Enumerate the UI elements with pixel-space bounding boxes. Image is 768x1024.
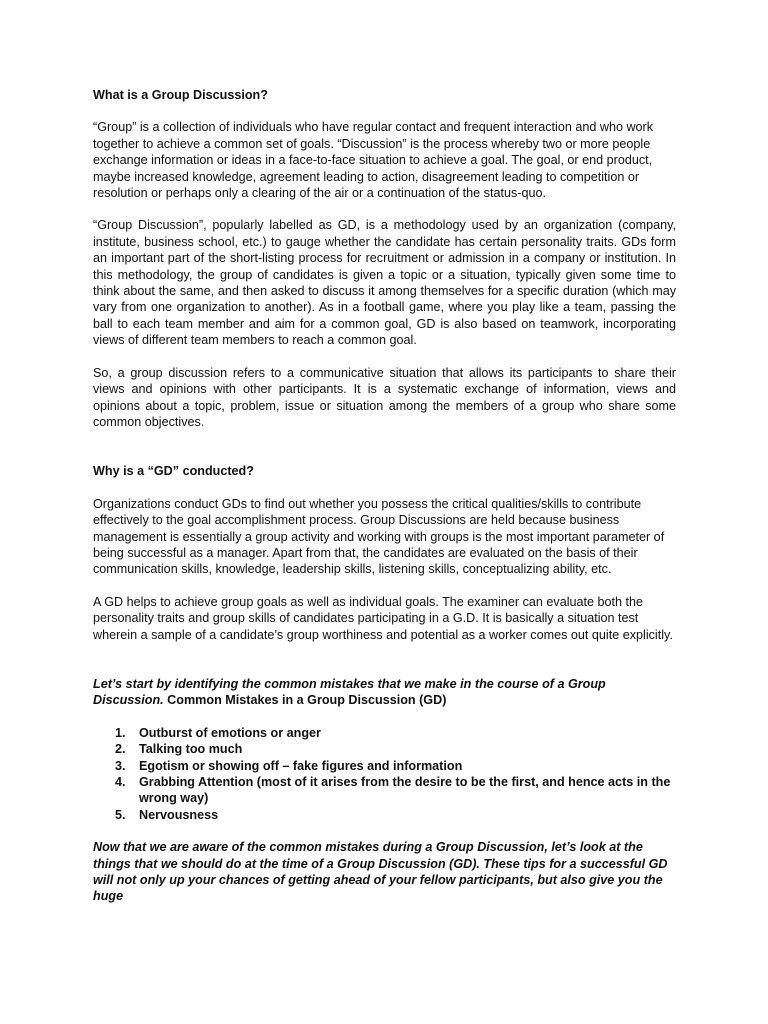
paragraph-mistakes-intro [93,676,676,709]
paragraph-closing: Now that we are aware of the common mistakes during a Group Discussion, let’s look at the things that we should do at the time of a Group Discussion (GD). These tips for a successful GD will not only up your chances of getting ahead of your fellow participants, but also give you the huge [93,840,668,904]
mistakes-list [115,725,676,823]
list-item-number: 4. [115,775,126,789]
heading-why-gd: Why is a “GD” conducted? [93,464,254,479]
mistakes-heading: Common Mistakes in a Group Discussion (GD) [163,693,447,708]
paragraph-gd-goals: A GD helps to achieve group goals as well as individual goals. The examiner can evaluate both the personality traits and group skills of candidates participating in a G.D. It is basically a situation test wherein a sample of a candidate’s group worthiness and potential as a worker comes out quite explicitly. [93,594,673,642]
list-item-text: Talking too much [139,742,243,757]
list-item-text: Egotism or showing off – fake figures and information [139,758,463,773]
list-item [115,758,676,774]
list-item-text: Outburst of emotions or anger [139,725,321,740]
heading-what-is-gd: What is a Group Discussion? [93,88,268,102]
list-item-number: 5. [115,807,126,822]
list-item-number: 2. [115,742,126,757]
list-item-number: 1. [115,725,126,740]
mistakes-intro-italic: Let’s start by identifying the common mistakes that we make in the course of a Group Discussion. [93,676,606,708]
list-item [115,741,676,757]
list-item [115,725,676,741]
list-item-text: Grabbing Attention (most of it arises from the desire to be the first, and hence acts in the wrong way) [139,775,671,806]
list-item-text: Nervousness [139,807,219,822]
paragraph-gd-definition: “Group Discussion”, popularly labelled as GD, is a methodology used by an organization (company, institute, business school, etc.) to gauge whether the candidate has certain personality traits. GDs form an important part of the short-listing process for recruitment or admission in a company or institution. In this methodology, the group of candidates is given a topic or a situation, typically given some time to think about the same, and then asked to discuss it among themselves for a specific duration (which may vary from one organization to another). As in a football game, where you play like a team, passing the ball to each team member and aim for a common goal, GD is also based on teamwork, incorporating views of different team members to reach a common goal. [93,218,676,348]
paragraph-gd-summary: So, a group discussion refers to a communicative situation that allows its participants to share their views and opinions with other participants. It is a systematic exchange of information, views and opinions about a topic, problem, issue or situation among the members of a group who share some common objectives. [93,365,676,429]
paragraph-why-gd: Organizations conduct GDs to find out whether you possess the critical qualities/skills to contribute effectively to the goal accomplishment process. Group Discussions are held because business management is essentially a group activity and working with groups is the most important parameter of being successful as a manager. Apart from that, the candidates are evaluated on the basis of their communication skills, knowledge, leadership skills, listening skills, conceptualizing ability, etc. [93,496,665,577]
list-item [115,774,676,807]
list-item [115,807,676,823]
list-item-number: 3. [115,758,126,773]
paragraph-group-definition: “Group” is a collection of individuals who have regular contact and frequent interaction and who work together to achieve a common set of goals. “Discussion” is the process whereby two or more people exchange information or ideas in a face-to-face situation to achieve a goal. The goal, or end product, maybe increased knowledge, agreement leading to action, disagreement leading to competition or resolution or perhaps only a clearing of the air or a continuation of the status-quo. [93,120,654,201]
